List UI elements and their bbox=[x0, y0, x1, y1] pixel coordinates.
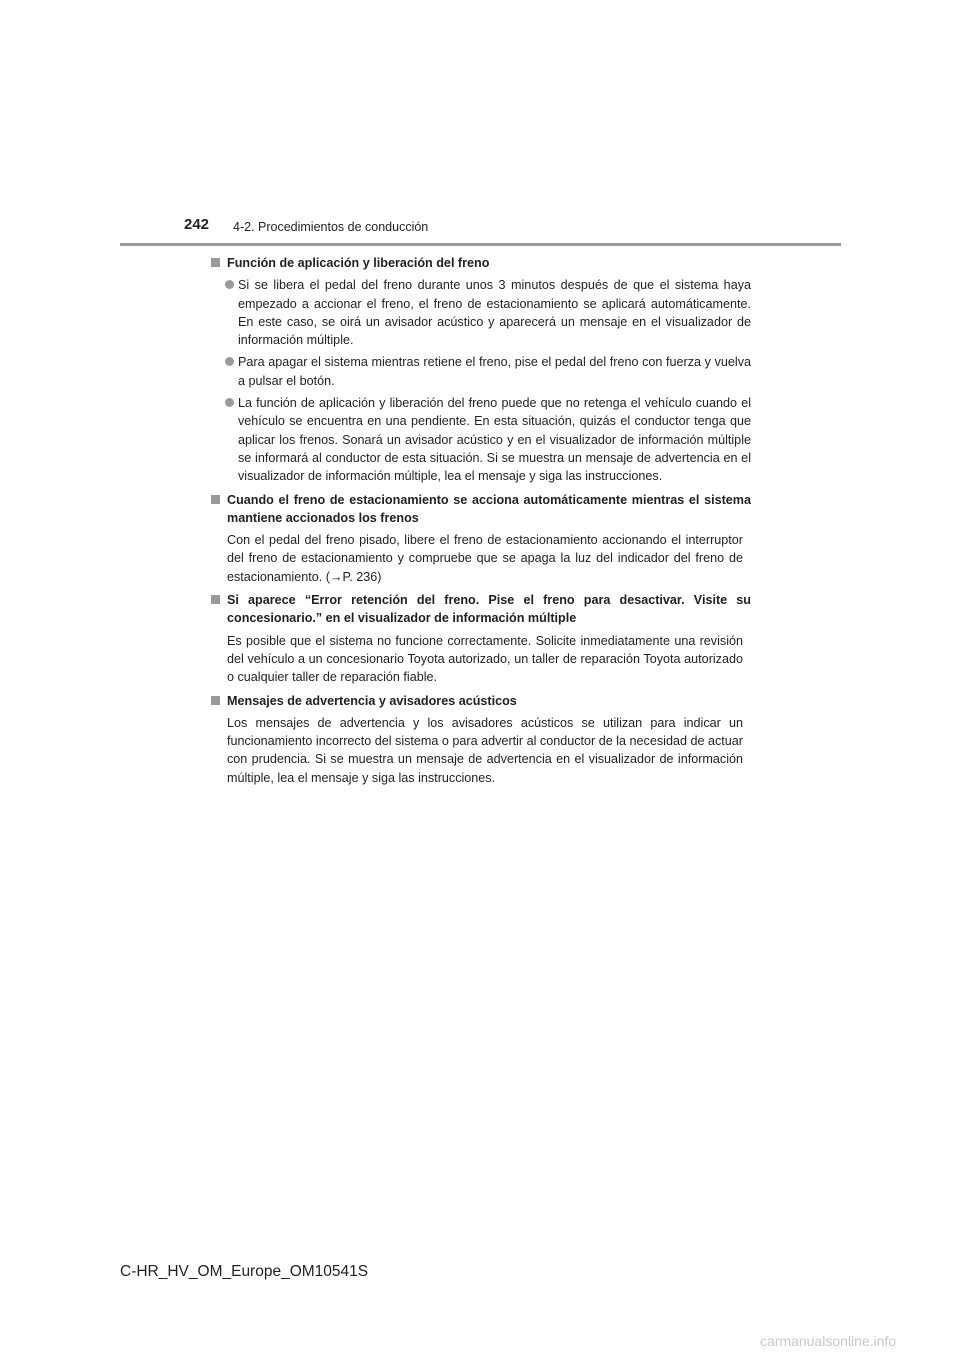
circle-bullet-icon bbox=[225, 357, 234, 366]
list-item bbox=[211, 276, 751, 349]
section-title: 4-2. Procedimientos de conducción bbox=[233, 220, 429, 234]
section-paragraph: Los mensajes de advertencia y los avisadores acústicos se utilizan para indicar un funcionamiento incorrecto del sistema o para advertir al conductor de la necesidad de actuar con prudencia. Si se muestra un mensaje de advertencia en el visualizador de información múltiple, lea el mensaje y siga las instrucciones. bbox=[227, 715, 743, 785]
square-bullet-icon bbox=[211, 696, 220, 705]
square-bullet-icon bbox=[211, 495, 220, 504]
header-divider bbox=[120, 243, 841, 246]
square-bullet-icon bbox=[211, 258, 220, 267]
page-content bbox=[211, 254, 751, 787]
page-number: 242 bbox=[184, 216, 210, 233]
section-paragraph: Con el pedal del freno pisado, libere el freno de estacionamiento accionando el interruptor del freno de estacionamiento y compruebe que se apaga la luz del indicador del freno de estacionamiento. (→P. 236) bbox=[227, 533, 743, 584]
section-heading-text: Si aparece “Error retención del freno. Pise el freno para desactivar. Visite su concesionario.” en el visualizador de información múltiple bbox=[227, 593, 751, 626]
section-paragraph: Es posible que el sistema no funcione correctamente. Solicite inmediatamente una revisión del vehículo a un concesionario Toyota autorizado, un taller de reparación Toyota autorizado o cualquier taller de reparación fiable. bbox=[227, 633, 743, 685]
watermark: carmanualsonline.info bbox=[760, 1333, 897, 1349]
section-heading bbox=[211, 491, 751, 528]
section-heading-text: Función de aplicación y liberación del freno bbox=[227, 256, 490, 270]
list-item-text: Para apagar el sistema mientras retiene el freno, pise el pedal del freno con fuerza y vuelva a pulsar el botón. bbox=[238, 355, 751, 388]
document-code: C-HR_HV_OM_Europe_OM10541S bbox=[120, 1263, 369, 1280]
list-item bbox=[211, 394, 751, 485]
list-item-text: La función de aplicación y liberación del freno puede que no retenga el vehículo cuando el vehículo se encuentra en una pendiente. En esta situación, quizás el conductor tenga que aplicar los frenos. Sonará un avisador acústico y en el visualizador de información múltiple se informará al conductor de esta situación. Si se muestra un mensaje de advertencia en el visualizador de información múltiple, lea el mensaje y siga las instrucciones. bbox=[238, 396, 751, 484]
section-heading bbox=[211, 591, 751, 628]
square-bullet-icon bbox=[211, 595, 220, 604]
circle-bullet-icon bbox=[225, 280, 234, 289]
section-heading bbox=[211, 692, 751, 710]
section-heading-text: Cuando el freno de estacionamiento se acciona automáticamente mientras el sistema mantiene accionados los frenos bbox=[227, 492, 751, 525]
section-heading-text: Mensajes de advertencia y avisadores acústicos bbox=[227, 693, 517, 708]
section-heading bbox=[211, 254, 751, 272]
list-item bbox=[211, 353, 751, 390]
circle-bullet-icon bbox=[225, 398, 234, 407]
list-item-text: Si se libera el pedal del freno durante unos 3 minutos después de que el sistema haya empezado a accionar el freno, el freno de estacionamiento se aplicará automáticamente. En este caso, se oirá un avisador acústico y aparecerá un mensaje en el visualizador de información múltiple. bbox=[238, 278, 751, 348]
